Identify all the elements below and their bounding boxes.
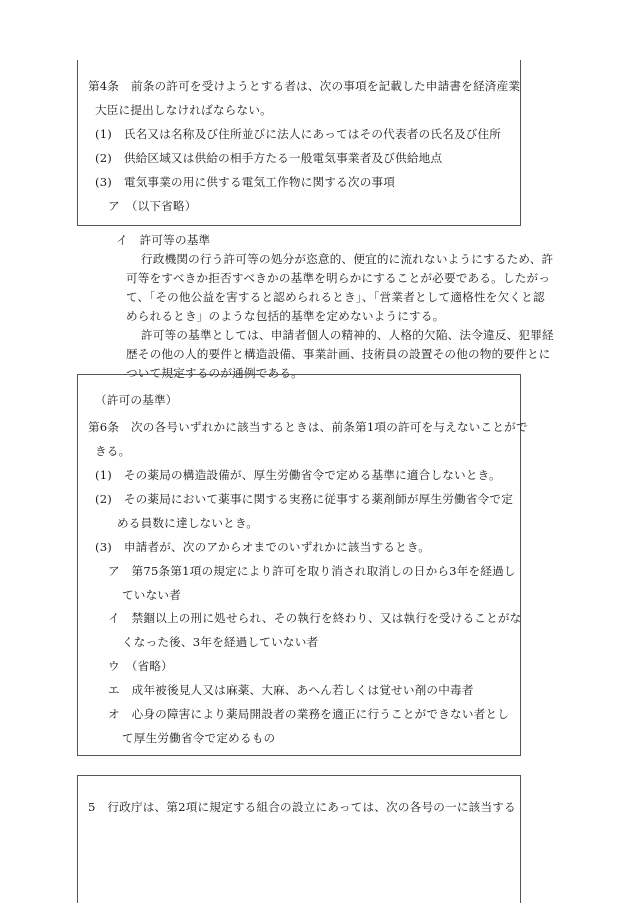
section-heading: イ 許可等の基準 bbox=[116, 233, 211, 247]
statute-line: ていない者 bbox=[122, 588, 181, 602]
commentary-line: 行政機関の行う許可等の処分が恣意的、便宜的に流れないようにするため、許 bbox=[141, 252, 554, 266]
statute-line: (3) 申請者が、次のアからオまでのいずれかに該当するとき。 bbox=[95, 540, 430, 554]
statute-line: (3) 電気事業の用に供する電気工作物に関する次の事項 bbox=[95, 175, 396, 189]
commentary-line: 許可等の基準としては、申請者個人の精神的、人格的欠陥、法令違反、犯罪経 bbox=[141, 328, 554, 342]
commentary-line: められるとき」のような包括的基準を定めないようにする。 bbox=[126, 309, 445, 323]
statute-line: (2) 供給区域又は供給の相手方たる一般電気事業者及び供給地点 bbox=[95, 151, 443, 165]
statute-line: める員数に達しないとき。 bbox=[117, 516, 259, 530]
commentary-line: 可等をすべきか拒否すべきかの基準を明らかにすることが必要である。したがっ bbox=[126, 271, 551, 285]
statute-caption: （許可の基準） bbox=[95, 393, 178, 407]
statute-line: (2) その薬局において薬事に関する実務に従事する薬剤師が厚生労働省令で定 bbox=[95, 492, 514, 506]
statute-line: (1) その薬局の構造設備が、厚生労働省令で定める基準に適合しないとき。 bbox=[95, 468, 501, 482]
statute-line: 5 行政庁は、第2項に規定する組合の設立にあっては、次の各号の一に該当する bbox=[88, 800, 516, 814]
statute-excerpt-box-3 bbox=[77, 775, 521, 903]
statute-line: くなった後、3年を経過していない者 bbox=[122, 635, 319, 649]
statute-line: ウ （省略） bbox=[108, 659, 173, 673]
commentary-line: て、「その他公益を害すると認められるとき」、「営業者として適格性を欠くと認 bbox=[126, 290, 545, 304]
commentary-line: 歴その他の人的要件と構造設備、事業計画、技術員の設置その他の物的要件とに bbox=[126, 347, 551, 361]
statute-line: 第4条 前条の許可を受けようとする者は、次の事項を記載した申請書を経済産業 bbox=[88, 79, 521, 93]
statute-line: エ 成年被後見人又は麻薬、大麻、あへん若しくは覚せい剤の中毒者 bbox=[108, 683, 474, 697]
statute-line: きる。 bbox=[95, 444, 131, 458]
statute-line: ア 第75条第1項の規定により許可を取り消され取消しの日から3年を経過し bbox=[108, 564, 516, 578]
statute-line: 第6条 次の各号いずれかに該当するときは、前条第1項の許可を与えないことがで bbox=[88, 420, 528, 434]
commentary-line: ついて規定するのが通例である。 bbox=[126, 366, 303, 380]
statute-line: ア （以下省略） bbox=[108, 199, 197, 213]
statute-line: 大臣に提出しなければならない。 bbox=[95, 103, 272, 117]
statute-line: (1) 氏名又は名称及び住所並びに法人にあってはその代表者の氏名及び住所 bbox=[95, 127, 502, 141]
statute-line: オ 心身の障害により薬局開設者の業務を適正に行うことができない者とし bbox=[108, 707, 509, 721]
statute-line: て厚生労働省令で定めるもの bbox=[122, 731, 276, 745]
statute-line: イ 禁錮以上の刑に処せられ、その執行を終わり、又は執行を受けることがな bbox=[108, 611, 522, 625]
